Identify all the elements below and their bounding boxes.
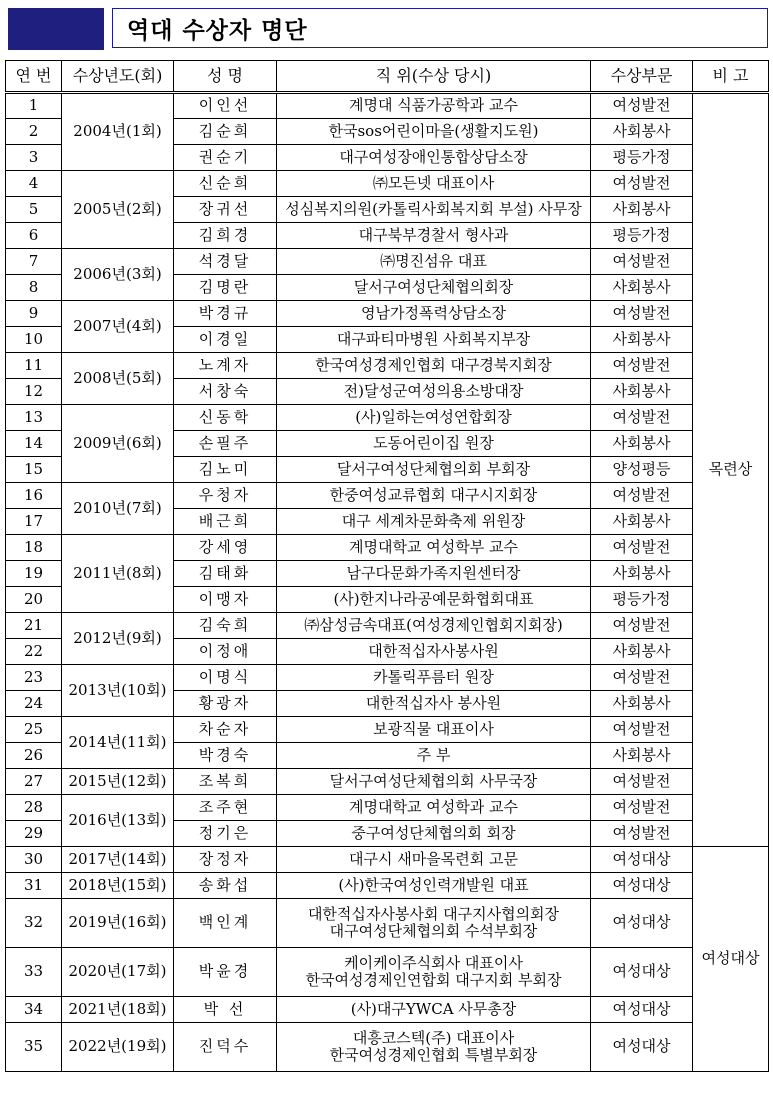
remark-cell: 목련상 [693, 93, 769, 847]
recipient-name: 장귀선 [174, 197, 277, 223]
row-number: 18 [6, 535, 62, 561]
table-row [6, 847, 769, 873]
row-number: 21 [6, 613, 62, 639]
award-category: 사회봉사 [591, 379, 693, 405]
position-line: 달서구여성단체협의회장 [353, 277, 514, 296]
table-row [6, 93, 769, 119]
row-number: 10 [6, 327, 62, 353]
award-year: 2019년(16회) [62, 899, 174, 948]
position-line: 대구북부경찰서 형사과 [358, 225, 509, 244]
recipient-position [277, 587, 591, 613]
table-row [6, 249, 769, 275]
row-number: 2 [6, 119, 62, 145]
table-row [6, 948, 769, 997]
row-number: 24 [6, 691, 62, 717]
row-number: 32 [6, 899, 62, 948]
row-number: 11 [6, 353, 62, 379]
position-line: ㈜명진섬유 대표 [380, 251, 487, 270]
row-number: 31 [6, 873, 62, 899]
row-number: 27 [6, 769, 62, 795]
table-row [6, 997, 769, 1023]
row-number: 17 [6, 509, 62, 535]
remark-cell: 여성대상 [693, 847, 769, 1072]
row-number: 12 [6, 379, 62, 405]
recipient-name: 석경달 [174, 249, 277, 275]
position-line: 성심복지의원(카톨릭사회복지회 부설) 사무장 [285, 199, 582, 218]
position-line: 대한적십자사봉사회 대구지사협의회장 [307, 904, 560, 923]
award-year: 2012년(9회) [62, 613, 174, 665]
row-number: 30 [6, 847, 62, 873]
row-number: 29 [6, 821, 62, 847]
row-number: 7 [6, 249, 62, 275]
table-row [6, 405, 769, 431]
award-category: 여성대상 [591, 997, 693, 1023]
award-year: 2022년(19회) [62, 1023, 174, 1072]
position-line: 대흥코스텍(주) 대표이사 [352, 1028, 515, 1047]
recipient-position [277, 353, 591, 379]
position-line: 계명대학교 여성학과 교수 [349, 797, 518, 816]
recipient-position [277, 769, 591, 795]
table-row [6, 613, 769, 639]
position-line: 대구파티마병원 사회복지부장 [336, 329, 531, 348]
award-category: 사회봉사 [591, 119, 693, 145]
award-category: 사회봉사 [591, 509, 693, 535]
recipient-name: 신동학 [174, 405, 277, 431]
row-number: 6 [6, 223, 62, 249]
recipient-position [277, 743, 591, 769]
recipient-position [277, 997, 591, 1023]
table-row [6, 665, 769, 691]
recipient-position [277, 249, 591, 275]
recipient-position [277, 717, 591, 743]
recipient-name: 노계자 [174, 353, 277, 379]
recipient-position [277, 223, 591, 249]
position-line: 보광직물 대표이사 [373, 719, 494, 738]
award-table [5, 60, 769, 1072]
award-year: 2008년(5회) [62, 353, 174, 405]
position-line: 달서구여성단체협의회 부회장 [336, 459, 531, 478]
award-category: 여성발전 [591, 613, 693, 639]
position-line: ㈜삼성금속대표(여성경제인협회지회장) [304, 615, 563, 634]
page-title: 역대 수상자 명단 [127, 17, 308, 44]
row-number: 3 [6, 145, 62, 171]
award-year: 2009년(6회) [62, 405, 174, 483]
award-year: 2010년(7회) [62, 483, 174, 535]
award-category: 여성발전 [591, 301, 693, 327]
position-line: 한국여성경제인협회 특별부회장 [329, 1046, 538, 1064]
recipient-position [277, 93, 591, 119]
recipient-position [277, 873, 591, 899]
award-category: 여성발전 [591, 405, 693, 431]
recipient-position [277, 405, 591, 431]
award-category: 여성대상 [591, 1023, 693, 1072]
recipient-name: 백인계 [174, 899, 277, 948]
row-number: 13 [6, 405, 62, 431]
award-category: 여성대상 [591, 847, 693, 873]
recipient-name: 서창숙 [174, 379, 277, 405]
header-category: 수상부문 [591, 61, 693, 93]
title-bar [8, 8, 770, 50]
position-line: 전)달성군여성의용소방대장 [343, 381, 524, 400]
recipient-name: 송화섭 [174, 873, 277, 899]
recipient-name: 김노미 [174, 457, 277, 483]
recipient-name: 박경숙 [174, 743, 277, 769]
row-number: 26 [6, 743, 62, 769]
recipient-position [277, 847, 591, 873]
award-category: 사회봉사 [591, 431, 693, 457]
recipient-position [277, 1023, 591, 1072]
award-year: 2014년(11회) [62, 717, 174, 769]
recipient-position [277, 119, 591, 145]
recipient-name: 박윤경 [174, 948, 277, 997]
award-category: 사회봉사 [591, 691, 693, 717]
header-row [6, 61, 769, 93]
recipient-name: 권순기 [174, 145, 277, 171]
recipient-position [277, 795, 591, 821]
award-category: 여성발전 [591, 769, 693, 795]
award-year: 2011년(8회) [62, 535, 174, 613]
award-year: 2013년(10회) [62, 665, 174, 717]
recipient-name: 정기은 [174, 821, 277, 847]
recipient-position [277, 431, 591, 457]
recipient-name: 김태화 [174, 561, 277, 587]
title-accent-block [8, 8, 104, 50]
recipient-position [277, 948, 591, 997]
header-position: 직 위(수상 당시) [277, 61, 591, 93]
row-number: 16 [6, 483, 62, 509]
position-line: (사)일하는여성연합회장 [355, 407, 512, 426]
recipient-position [277, 275, 591, 301]
award-category: 여성발전 [591, 795, 693, 821]
recipient-position [277, 327, 591, 353]
position-line: 카톨릭푸름터 원장 [373, 667, 494, 686]
recipient-position [277, 509, 591, 535]
award-category: 평등가정 [591, 145, 693, 171]
recipient-position [277, 821, 591, 847]
recipient-name: 김명란 [174, 275, 277, 301]
recipient-name: 김희경 [174, 223, 277, 249]
position-line: 대구시 새마을목련회 고문 [349, 849, 518, 868]
recipient-name: 박 선 [174, 997, 277, 1023]
row-number: 8 [6, 275, 62, 301]
recipient-position [277, 171, 591, 197]
table-row [6, 535, 769, 561]
table-row [6, 769, 769, 795]
position-line: ㈜모든넷 대표이사 [372, 173, 495, 192]
award-category: 여성발전 [591, 717, 693, 743]
award-category: 여성발전 [591, 483, 693, 509]
recipient-name: 김숙희 [174, 613, 277, 639]
table-row [6, 1023, 769, 1072]
recipient-name: 차순자 [174, 717, 277, 743]
recipient-position [277, 639, 591, 665]
recipient-name: 이인선 [174, 93, 277, 119]
award-year: 2017년(14회) [62, 847, 174, 873]
award-category: 사회봉사 [591, 197, 693, 223]
table-row [6, 171, 769, 197]
row-number: 22 [6, 639, 62, 665]
recipient-position [277, 535, 591, 561]
position-line: 계명대학교 여성학부 교수 [349, 537, 518, 556]
position-line: 영남가정폭력상담소장 [361, 303, 506, 322]
position-line: 도동어린이집 원장 [373, 433, 494, 452]
recipient-position [277, 899, 591, 948]
award-year: 2004년(1회) [62, 93, 174, 171]
row-number: 33 [6, 948, 62, 997]
position-line: 중구여성단체협의회 회장 [351, 823, 516, 842]
recipient-position [277, 691, 591, 717]
header-year: 수상년도(회) [62, 61, 174, 93]
row-number: 14 [6, 431, 62, 457]
recipient-name: 이경일 [174, 327, 277, 353]
table-row [6, 301, 769, 327]
recipient-position [277, 457, 591, 483]
recipient-name: 황광자 [174, 691, 277, 717]
header-name: 성 명 [174, 61, 277, 93]
recipient-name: 조복희 [174, 769, 277, 795]
table-row [6, 873, 769, 899]
recipient-name: 김순희 [174, 119, 277, 145]
award-year: 2007년(4회) [62, 301, 174, 353]
recipient-name: 이정애 [174, 639, 277, 665]
row-number: 34 [6, 997, 62, 1023]
award-category: 사회봉사 [591, 561, 693, 587]
recipient-position [277, 379, 591, 405]
recipient-name: 우청자 [174, 483, 277, 509]
row-number: 9 [6, 301, 62, 327]
recipient-position [277, 665, 591, 691]
position-line: (사)한국여성인력개발원 대표 [338, 875, 529, 894]
recipient-name: 이맹자 [174, 587, 277, 613]
award-year: 2021년(18회) [62, 997, 174, 1023]
award-category: 여성발전 [591, 535, 693, 561]
award-year: 2018년(15회) [62, 873, 174, 899]
award-category: 사회봉사 [591, 639, 693, 665]
recipient-position [277, 613, 591, 639]
award-category: 여성대상 [591, 899, 693, 948]
recipient-position [277, 483, 591, 509]
row-number: 1 [6, 93, 62, 119]
award-category: 여성발전 [591, 249, 693, 275]
row-number: 4 [6, 171, 62, 197]
position-line: 대구 세계차문화축제 위원장 [341, 511, 526, 530]
row-number: 23 [6, 665, 62, 691]
recipient-name: 박경규 [174, 301, 277, 327]
position-line: (사)한지나라공예문화협회대표 [333, 589, 534, 608]
position-line: 대한적십자사봉사원 [368, 641, 499, 660]
position-line: 주 부 [416, 745, 451, 764]
position-line: 대구여성장애인통합상담소장 [339, 147, 528, 166]
position-line: 한국여성경제인협회 대구경북지회장 [315, 355, 552, 374]
table-body [6, 93, 769, 1072]
row-number: 19 [6, 561, 62, 587]
award-category: 여성대상 [591, 873, 693, 899]
position-line: 한국sos어린이마을(생활지도원) [328, 121, 539, 140]
recipient-position [277, 301, 591, 327]
table-row [6, 899, 769, 948]
recipient-name: 배근희 [174, 509, 277, 535]
header-no: 연 번 [6, 61, 62, 93]
title-box [112, 8, 768, 48]
award-category: 여성발전 [591, 665, 693, 691]
position-line: 대구여성단체협의회 수석부회장 [329, 922, 538, 940]
award-year: 2020년(17회) [62, 948, 174, 997]
award-category: 평등가정 [591, 223, 693, 249]
recipient-name: 조주현 [174, 795, 277, 821]
recipient-position [277, 197, 591, 223]
award-category: 사회봉사 [591, 275, 693, 301]
table-row [6, 353, 769, 379]
recipient-name: 이명식 [174, 665, 277, 691]
position-line: 대한적십자사 봉사원 [365, 693, 502, 712]
row-number: 5 [6, 197, 62, 223]
award-category: 여성대상 [591, 948, 693, 997]
table-row [6, 483, 769, 509]
award-category: 사회봉사 [591, 327, 693, 353]
position-line: 계명대 식품가공학과 교수 [349, 96, 518, 115]
recipient-name: 신순희 [174, 171, 277, 197]
row-number: 28 [6, 795, 62, 821]
row-number: 35 [6, 1023, 62, 1072]
award-category: 평등가정 [591, 587, 693, 613]
recipient-name: 강세영 [174, 535, 277, 561]
recipient-name: 진덕수 [174, 1023, 277, 1072]
award-year: 2005년(2회) [62, 171, 174, 249]
table-row [6, 717, 769, 743]
position-line: 한국여성경제인연합회 대구지회 부회장 [305, 971, 562, 989]
recipient-position [277, 561, 591, 587]
recipient-name: 장정자 [174, 847, 277, 873]
row-number: 25 [6, 717, 62, 743]
award-category: 여성발전 [591, 353, 693, 379]
recipient-position [277, 145, 591, 171]
position-line: 케이케이주식회사 대표이사 [344, 953, 523, 972]
row-number: 20 [6, 587, 62, 613]
position-line: 한중여성교류협회 대구시지회장 [329, 485, 538, 504]
header-remark: 비 고 [693, 61, 769, 93]
award-category: 여성발전 [591, 93, 693, 119]
award-year: 2016년(13회) [62, 795, 174, 847]
award-category: 여성발전 [591, 821, 693, 847]
award-year: 2006년(3회) [62, 249, 174, 301]
award-category: 여성발전 [591, 171, 693, 197]
award-category: 사회봉사 [591, 743, 693, 769]
position-line: 달서구여성단체협의회 사무국장 [329, 771, 538, 790]
award-year: 2015년(12회) [62, 769, 174, 795]
position-line: 남구다문화가족지원센터장 [346, 563, 521, 582]
award-category: 양성평등 [591, 457, 693, 483]
recipient-name: 손필주 [174, 431, 277, 457]
table-row [6, 795, 769, 821]
row-number: 15 [6, 457, 62, 483]
position-line: (사)대구YWCA 사무총장 [350, 999, 517, 1018]
